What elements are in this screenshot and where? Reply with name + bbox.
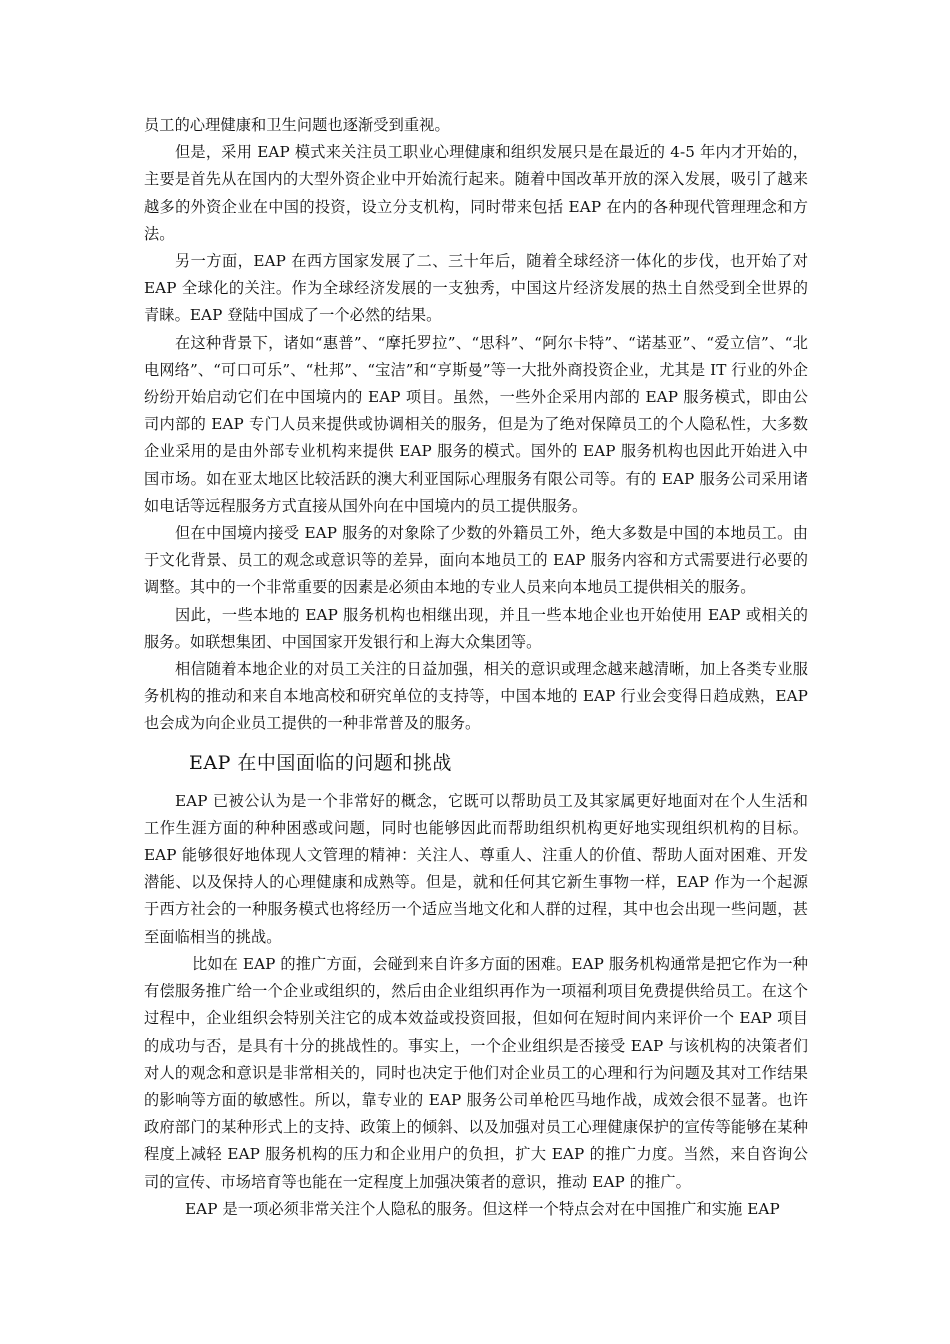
paragraph-outlook: 相信随着本地企业的对员工关注的日益加强，相关的意识或理念越来越清晰，加上各类专业服务机构的推动和来自本地高校和研究单位的支持等，中国本地的 EAP 行业会变得日趋成熟，EAP 也会成为向企业员工提供的一种非常普及的服务。 [144,660,808,733]
paragraph-privacy: EAP 是一项必须非常关注个人隐私的服务。但这样一个特点会对在中国推广和实施 EAP [185,1199,780,1218]
paragraph-local-employees: 但在中国境内接受 EAP 服务的对象除了少数的外籍员工外，绝大多数是中国的本地员工。由于文化背景、员工的观念或意识等的差异，面向本地员工的 EAP 服务内容和方式需要进行必要的调整。其中的一个非常重要的因素是必须由本地的专业人员来向本地员工提供相关的服务。 [144,524,808,597]
section-heading: EAP 在中国面临的问题和挑战 [189,751,452,774]
document-body [144,112,808,1223]
paragraph-promotion-difficulties: 比如在 EAP 的推广方面，会碰到来自许多方面的困难。EAP 服务机构通常是把它作为一种有偿服务推广给一个企业或组织的，然后由企业组织再作为一项福利项目免费提供给员工。在这个过程中，企业组织会特别关注它的成本效益或投资回报，但如何在短时间内来评价一个 EAP 项目的成功与否，是具有十分的挑战性的。事实上，一个企业组织是否接受 EAP 与该机构的决策者们对人的观念和意识是非常相关的，同时也决定于他们对企业员工的心理和行为问题及其对工作结果的影响等方面的敏感性。所以，靠专业的 EAP 服务公司单枪匹马地作战，成效会很不显著。也许政府部门的某种形式上的支持、政策上的倾斜、以及加强对员工心理健康保护的宣传等能够在某种程度上减轻 EAP 服务机构的压力和企业用户的负担，扩大 EAP 的推广力度。当然，来自咨询公司的宣传、市场培育等也能在一定程度上加强决策者的意识，推动 EAP 的推广。 [144,954,808,1191]
paragraph-eap-globalization: 另一方面，EAP 在西方国家发展了二、三十年后，随着全球经济一体化的步伐，也开始了对 EAP 全球化的关注。作为全球经济发展的一支独秀，中国这片经济发展的热土自然受到全世界的青睐。EAP 登陆中国成了一个必然的结果。 [144,252,808,325]
paragraph-continued: 员工的心理健康和卫生问题也逐渐受到重视。 [144,116,450,134]
paragraph-foreign-enterprises: 在这种背景下，诸如“惠普”、“摩托罗拉”、“思科”、“阿尔卡特”、“诺基亚”、“爱立信”、“北电网络”、“可口可乐”、“杜邦”、“宝洁”和“亨斯曼”等一大批外商投资企业，尤其是 IT 行业的外企纷纷开始启动它们在中国境内的 EAP 项目。虽然，一些外企采用内部的 EAP 服务模式，即由公司内部的 EAP 专门人员来提供或协调相关的服务，但是为了绝对保障员工的个人隐私性，大多数企业采用的是由外部专业机构来提供 EAP 服务的模式。国外的 EAP 服务机构也因此开始进入中国市场。如在亚太地区比较活跃的澳大利亚国际心理服务有限公司等。有的 EAP 服务公司采用诸如电话等远程服务方式直接从国外向在中国境内的员工提供服务。 [144,333,808,515]
paragraph-eap-origin-in-china: 但是，采用 EAP 模式来关注员工职业心理健康和组织发展只是在最近的 4-5 年内才开始的，主要是首先从在国内的大型外资企业中开始流行起来。随着中国改革开放的深入发展，吸引了越来越多的外资企业在中国的投资，设立分支机构，同时带来包括 EAP 在内的各种现代管理理念和方法。 [144,143,808,243]
paragraph-eap-concept: EAP 已被公认为是一个非常好的概念，它既可以帮助员工及其家属更好地面对在个人生活和工作生涯方面的种种困惑或问题，同时也能够因此而帮助组织机构更好地实现组织机构的目标。EAP 能够很好地体现人文管理的精神：关注人、尊重人、注重人的价值、帮助人面对困难、开发潜能、以及保持人的心理健康和成熟等。但是，就和任何其它新生事物一样，EAP 作为一个起源于西方社会的一种服务模式也将经历一个适应当地文化和人群的过程，其中也会出现一些问题，甚至面临相当的挑战。 [144,791,808,946]
paragraph-local-providers: 因此，一些本地的 EAP 服务机构也相继出现，并且一些本地企业也开始使用 EAP 或相关的服务。如联想集团、中国国家开发银行和上海大众集团等。 [144,605,808,651]
